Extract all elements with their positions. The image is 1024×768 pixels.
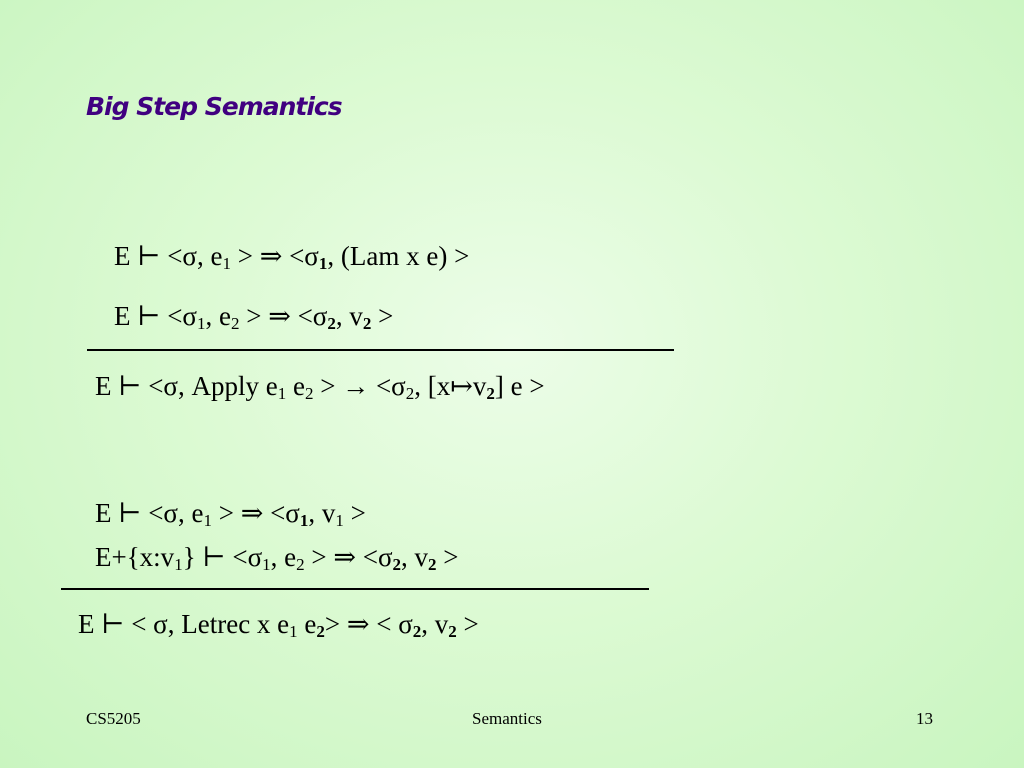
apply-premise-2-e: , e — [205, 301, 231, 331]
apply-premise-1-rhs: , (Lam x e) > — [327, 241, 470, 271]
apply-conclusion-mid: > → <σ — [313, 371, 406, 401]
apply-conclusion-e2: e — [286, 371, 305, 401]
footer-page-number: 13 — [916, 709, 933, 728]
letrec-premise-2-env: E+{x:v — [95, 542, 175, 572]
apply-premise-1-lhs: E ⊢ <σ, e — [114, 241, 223, 271]
apply-conclusion-e2-sub: 2 — [304, 384, 314, 403]
apply-conclusion-lhs: E ⊢ <σ, Apply e — [95, 371, 278, 401]
letrec-conclusion-e2: e — [297, 609, 317, 639]
apply-premise-2-lhs-sub: 1 — [197, 314, 206, 333]
letrec-conclusion-mid: > ⇒ < σ — [324, 609, 413, 639]
letrec-premise-2-result-sub: 2 — [392, 555, 402, 574]
apply-conclusion-subst-sub: 2 — [486, 384, 495, 403]
letrec-premise-1-mid: > ⇒ <σ — [211, 498, 300, 528]
letrec-premise-2-e-sub: 2 — [296, 555, 305, 574]
apply-conclusion-result-sub: 2 — [405, 384, 415, 403]
apply-premise-2-v: , v — [335, 301, 363, 331]
footer-topic: Semantics — [472, 709, 542, 728]
letrec-conclusion-e2-sub: 2 — [316, 622, 325, 641]
letrec-premise-2-v-sub: 2 — [428, 555, 437, 574]
apply-premise-2-e-sub: 2 — [230, 314, 240, 333]
letrec-conclusion-v: , v — [421, 609, 449, 639]
letrec-conclusion-result-sub: 2 — [412, 622, 422, 641]
apply-premise-2-mid: > ⇒ <σ — [239, 301, 328, 331]
slide-title: Big Step Semantics — [86, 92, 342, 121]
letrec-conclusion-end: > — [456, 609, 479, 639]
letrec-premise-1-end: > — [343, 498, 366, 528]
letrec-premise-1-v: , v — [308, 498, 336, 528]
apply-premise-2-lhs: E ⊢ <σ — [114, 301, 197, 331]
letrec-premise-1-result-sub: 1 — [299, 511, 309, 530]
letrec-premise-2 — [95, 542, 459, 574]
letrec-premise-2-env-sub: 1 — [174, 555, 183, 574]
apply-premise-2 — [114, 301, 394, 333]
apply-premise-2-result-sub: 2 — [327, 314, 336, 333]
letrec-conclusion-v-sub: 2 — [448, 622, 457, 641]
apply-premise-1-result-sub: 1 — [318, 254, 328, 273]
apply-conclusion-e1-sub: 1 — [277, 384, 287, 403]
letrec-premise-2-v: , v — [401, 542, 429, 572]
apply-inference-bar — [87, 349, 674, 351]
apply-premise-1-lhs-sub: 1 — [222, 254, 231, 273]
footer-course-code: CS5205 — [86, 709, 141, 728]
apply-conclusion-end: ] e > — [494, 371, 545, 401]
apply-conclusion-subst: , [x↦v — [414, 371, 487, 401]
letrec-premise-2-turnstile: } ⊢ <σ — [182, 542, 263, 572]
letrec-premise-1-lhs-sub: 1 — [203, 511, 212, 530]
letrec-premise-2-mid: > ⇒ <σ — [304, 542, 393, 572]
letrec-premise-1-lhs: E ⊢ <σ, e — [95, 498, 204, 528]
letrec-premise-1-v-sub: 1 — [335, 511, 344, 530]
apply-premise-1 — [114, 241, 470, 273]
letrec-premise-1 — [95, 498, 366, 530]
letrec-conclusion — [78, 609, 479, 641]
apply-conclusion — [95, 371, 545, 403]
apply-premise-2-v-sub: 2 — [362, 314, 372, 333]
letrec-conclusion-e1-sub: 1 — [289, 622, 298, 641]
letrec-premise-2-lhs-sub: 1 — [262, 555, 271, 574]
letrec-premise-2-end: > — [436, 542, 459, 572]
apply-premise-2-end: > — [371, 301, 394, 331]
letrec-premise-2-e: , e — [270, 542, 297, 572]
letrec-inference-bar — [61, 588, 649, 590]
letrec-conclusion-lhs: E ⊢ < σ, Letrec x e — [78, 609, 290, 639]
apply-premise-1-mid: > ⇒ <σ — [230, 241, 319, 271]
